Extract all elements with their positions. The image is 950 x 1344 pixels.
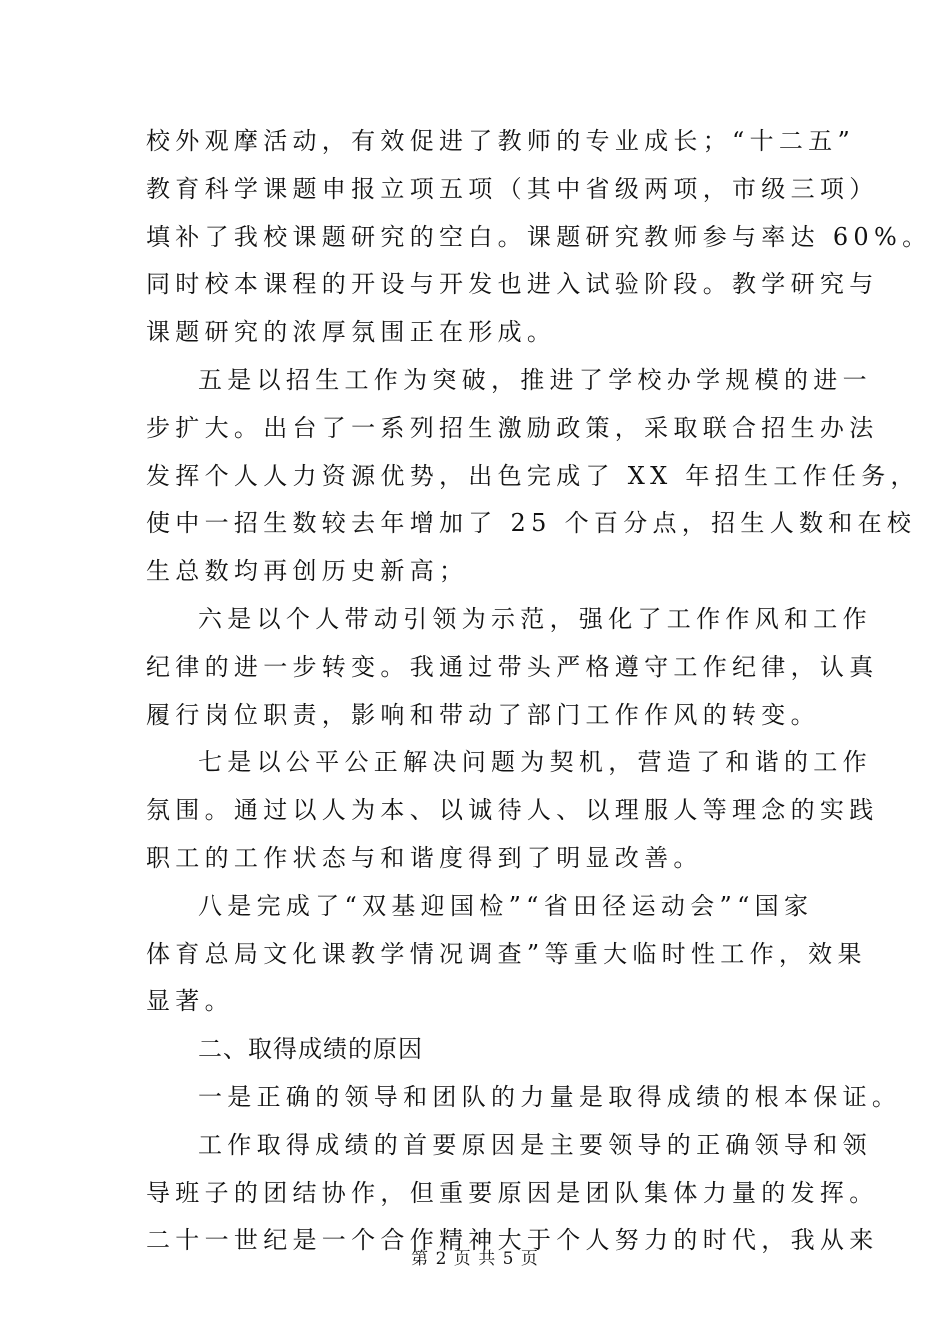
text-line: 导班子的团结协作，但重要原因是团队集体力量的发挥。 <box>146 1178 879 1207</box>
text-line: 体育总局文化课教学情况调查”等重大临时性工作，效果 <box>146 939 867 968</box>
page-footer: 第 2 页 共 5 页 <box>411 1249 539 1269</box>
text-line: 教育科学课题申报立项五项（其中省级两项，市级三项） <box>146 174 879 203</box>
text-line: 一是正确的领导和团队的力量是取得成绩的根本保证。 <box>198 1082 902 1111</box>
text-line: 六是以个人带动引领为示范，强化了工作作风和工作 <box>198 604 872 633</box>
text-line: 发挥个人人力资源优势，出色完成了 XX 年招生工作任务， <box>146 461 920 490</box>
text-line: 纪律的进一步转变。我通过带头严格遵守工作纪律，认真 <box>146 652 879 681</box>
text-line: 工作取得成绩的首要原因是主要领导的正确领导和领 <box>198 1130 872 1159</box>
text-line: 氛围。通过以人为本、以诚待人、以理服人等理念的实践 <box>146 796 879 825</box>
text-line: 课题研究的浓厚氛围正在形成。 <box>146 318 557 347</box>
text-line: 履行岗位职责，影响和带动了部门工作作风的转变。 <box>146 700 820 729</box>
section-heading: 二、取得成绩的原因 <box>198 1035 423 1064</box>
text-line: 显著。 <box>146 987 234 1016</box>
document-body <box>146 118 932 1265</box>
text-line: 校外观摩活动，有效促进了教师的专业成长；“十二五” <box>146 127 856 155</box>
text-line: 步扩大。出台了一系列招生激励政策，采取联合招生办法 <box>146 413 879 442</box>
text-line: 五是以招生工作为突破，推进了学校办学规模的进一 <box>198 365 872 394</box>
text-line: 使中一招生数较去年增加了 25 个百分点，招生人数和在校 <box>146 509 917 538</box>
text-line: 同时校本课程的开设与开发也进入试验阶段。教学研究与 <box>146 270 879 299</box>
text-line: 二十一世纪是一个合作精神大于个人努力的时代，我从来 <box>146 1226 879 1255</box>
text-line: 填补了我校课题研究的空白。课题研究教师参与率达 60%。 <box>146 222 932 251</box>
text-line: 八是完成了“双基迎国检”“省田径运动会”“国家 <box>198 891 814 920</box>
text-line: 七是以公平公正解决问题为契机，营造了和谐的工作 <box>198 748 872 777</box>
text-line: 生总数均再创历史新高； <box>146 557 469 586</box>
text-line: 职工的工作状态与和谐度得到了明显改善。 <box>146 843 703 872</box>
